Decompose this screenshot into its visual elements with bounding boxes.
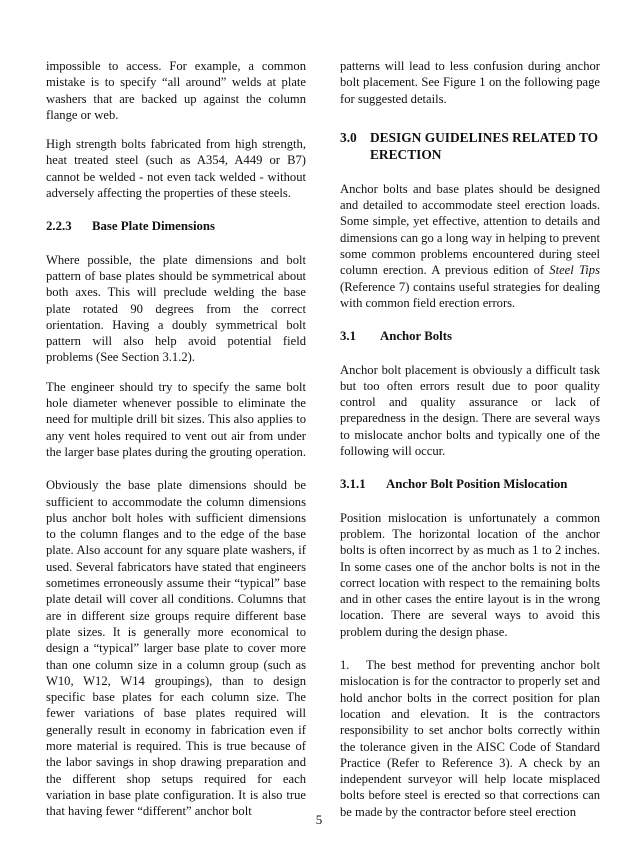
section-number: 3.1 bbox=[340, 329, 356, 344]
section-title-line2: ERECTION bbox=[370, 147, 442, 163]
section-title: Base Plate Dimensions bbox=[92, 219, 215, 234]
steel-tips-title: Steel Tips bbox=[549, 263, 600, 278]
section-number: 2.2.3 bbox=[46, 219, 72, 234]
text-erection-outro: (Reference 7) contains useful strategies for dealing with common field erection errors. bbox=[340, 279, 600, 310]
list-item-number: 1. bbox=[340, 658, 350, 673]
text-erection-intro: Anchor bolts and base plates should be designed and detailed to accommodate steel erection loads. Some simple, yet effective, attention to details and dimensions can go a long way in helping to prevent some common problems encountered during steel column erection. A previous edition of bbox=[340, 181, 600, 278]
section-heading-3-1-1 bbox=[340, 476, 600, 492]
section-title-line1: DESIGN GUIDELINES RELATED TO bbox=[370, 129, 599, 145]
paragraph-symmetry: Where possible, the plate dimensions and bolt pattern of base plates should be symmetrical about both axes. This will preclude welding the base plate rotated 90 degrees from the correct orientation. Having a doubly symmetrical bolt pattern will also help avoid potential field problems (See Section 3.1.2). bbox=[46, 252, 306, 365]
paragraph-bolt-hole-diameter: The engineer should try to specify the same bolt hole diameter whenever possible to eliminate the need for multiple drill bit sizes. This also applies to any vent holes required to vent out air from under the larger base plates during the grouting operation. bbox=[46, 379, 306, 459]
paragraph-anchor-bolt-placement: Anchor bolt placement is obviously a difficult task but too often errors result due to poor quality control and quality assurance or lack of preparedness in the design. There are several ways to mislocate anchor bolts and typically one of the following will occur. bbox=[340, 362, 600, 459]
paragraph-anchor-bolt-patterns: patterns will lead to less confusion during anchor bolt placement. See Figure 1 on the following page for suggested details. bbox=[340, 59, 600, 106]
paragraph-base-plate-dimensions: Obviously the base plate dimensions should be sufficient to accommodate the column dimensions plus anchor bolt holes with sufficient dimensions to the column flanges and to the edge of the base plate. Also account for any square plate washers, if used. Several fabricators have stated that engineers sometimes erroneously assume their “typical” base plate detail will cover all conditions. Columns that are in different size groups require different base plate sizes. It is generally more economical to design a “typical” larger base plate to cover more than one column size in a column group (such as W10, W12, W14 groupings), than to design specific base plates for each column size. The fewer variations of base plates required will generally result in economy in fabrication even if more material is required. This is true because of the labor savings in shop drawing preparation and the different shop setups required for each variation in base plate configuration. It is also true that having fewer “different” anchor bolt bbox=[46, 478, 306, 819]
section-heading-3-0 bbox=[340, 129, 600, 164]
paragraph-access-welds: impossible to access. For example, a common mistake is to specify “all around” welds at plate washers that are backed up against the column flange or web. bbox=[46, 59, 306, 122]
section-number: 3.1.1 bbox=[340, 477, 366, 492]
right-column bbox=[340, 58, 600, 820]
list-item-1 bbox=[340, 657, 600, 820]
section-title: Anchor Bolts bbox=[380, 329, 452, 344]
section-number: 3.0 bbox=[340, 129, 357, 145]
section-heading-2-2-3 bbox=[46, 218, 306, 234]
list-item-text: The best method for preventing anchor bolt mislocation is for the contractor to properly set and hold anchor bolts in the correct position for plan location and elevation. It is the contractors responsibility to set anchor bolts correctly within the tolerance given in the AISC Code of Standard Practice (Refer to Reference 3). A check by an independent surveyor will help locate misplaced bolts before steel is erected so that corrections can be made by the contractor before steel erection bbox=[340, 658, 600, 819]
page-number: 5 bbox=[315, 812, 323, 827]
left-column bbox=[46, 58, 306, 819]
paragraph-high-strength-bolts: High strength bolts fabricated from high strength, heat treated steel (such as A354, A449 or B7) cannot be welded - not even tack welded - without adversely affecting the properties of these steels. bbox=[46, 137, 306, 201]
section-title: Anchor Bolt Position Mislocation bbox=[386, 477, 568, 492]
paragraph-position-mislocation: Position mislocation is unfortunately a common problem. The horizontal location of the anchor bolts is often incorrect by as much as 1 to 2 inches. In some cases one of the anchor bolts is not in the correct location with respect to the remaining bolts and in other cases the entire layout is in the wrong location. There are several ways to avoid this problem during the design phase. bbox=[340, 510, 600, 639]
paragraph-erection-loads bbox=[340, 181, 600, 311]
section-heading-3-1 bbox=[340, 328, 600, 344]
